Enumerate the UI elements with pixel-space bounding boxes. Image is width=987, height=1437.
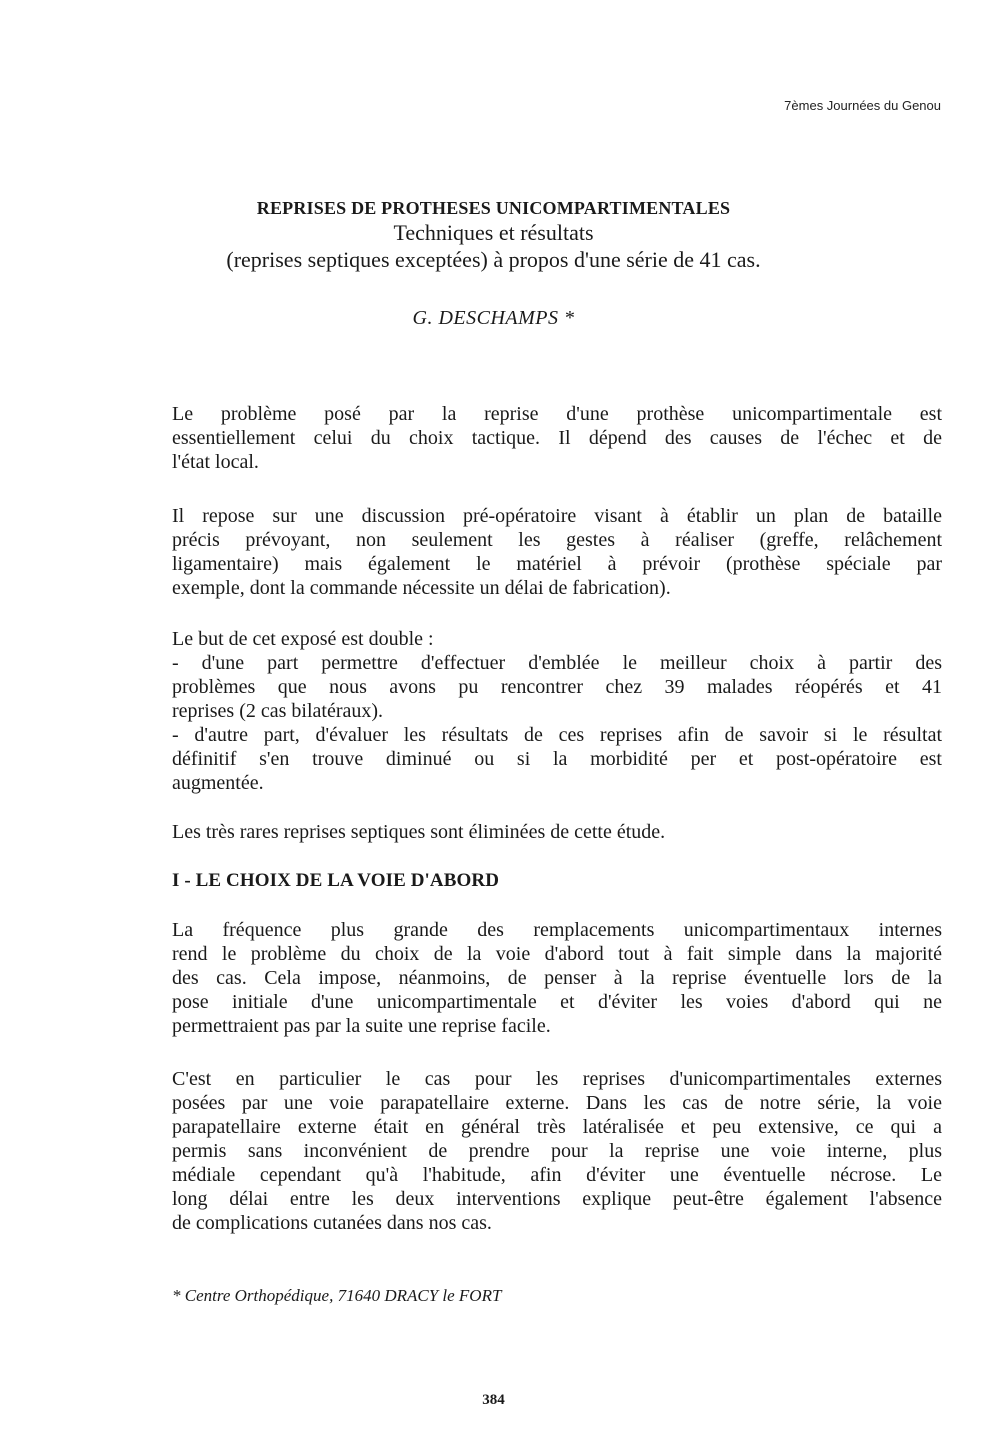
text-line: - d'une part permettre d'effectuer d'emblée le meilleur choix à partir des (172, 652, 942, 674)
text-line: long délai entre les deux interventions explique peut-être également l'absence (172, 1188, 942, 1210)
text-line: La fréquence plus grande des remplacements unicompartimentaux internes (172, 919, 942, 941)
text-line: - d'autre part, d'évaluer les résultats de ces reprises afin de savoir si le résultat (172, 724, 942, 746)
paragraph-intro (172, 402, 942, 474)
footnote: * Centre Orthopédique, 71640 DRACY le FORT (172, 1286, 502, 1305)
text-line: augmentée. (172, 772, 264, 794)
text-line: reprises (2 cas bilatéraux). (172, 700, 384, 722)
text-line: Il repose sur une discussion pré-opératoire visant à établir un plan de bataille (172, 505, 942, 527)
text-line: l'état local. (172, 451, 259, 473)
text-line: définitif s'en trouve diminué ou si la morbidité per et post-opératoire est (172, 748, 942, 770)
text-line: Le but de cet exposé est double : (172, 628, 434, 650)
text-line: pose initiale d'une unicompartimentale et d'éviter les voies d'abord qui ne (172, 991, 942, 1013)
paper-subtitle-1: Techniques et résultats (393, 220, 594, 245)
text-line: Les très rares reprises septiques sont éliminées de cette étude. (172, 821, 666, 843)
text-line: exemple, dont la commande nécessite un délai de fabrication). (172, 577, 671, 599)
text-line: de complications cutanées dans nos cas. (172, 1212, 492, 1234)
running-header: 7èmes Journées du Genou (784, 98, 941, 113)
text-line: des cas. Cela impose, néanmoins, de penser à la reprise éventuelle lors de la (172, 967, 942, 989)
section-heading: I - LE CHOIX DE LA VOIE D'ABORD (172, 870, 500, 891)
text-line: C'est en particulier le cas pour les reprises d'unicompartimentales externes (172, 1068, 942, 1090)
text-line: rend le problème du choix de la voie d'abord tout à fait simple dans la majorité (172, 943, 942, 965)
paragraph-goals (172, 627, 942, 795)
paragraph-external (172, 1067, 942, 1235)
author: G. DESCHAMPS * (412, 307, 575, 329)
text-line: permis sans inconvénient de prendre pour la reprise une voie interne, plus (172, 1140, 942, 1162)
text-line: ligamentaire) mais également le matériel à prévoir (prothèse spéciale par (172, 553, 942, 575)
text-line: essentiellement celui du choix tactique. Il dépend des causes de l'échec et de (172, 427, 942, 449)
paragraph-plan (172, 504, 942, 600)
paragraph-exclusion (172, 820, 942, 844)
paper-subtitle-2: (reprises septiques exceptées) à propos d'une série de 41 cas. (226, 247, 761, 272)
paper-title: REPRISES DE PROTHESES UNICOMPARTIMENTALES (256, 198, 731, 218)
text-line: précis prévoyant, non seulement les gestes à réaliser (greffe, relâchement (172, 529, 942, 551)
text-line: parapatellaire externe était en général très latéralisée et peu extensive, ce qui a (172, 1116, 942, 1138)
text-line: problèmes que nous avons pu rencontrer chez 39 malades réopérés et 41 (172, 676, 942, 698)
text-line: posées par une voie parapatellaire externe. Dans les cas de notre série, la voie (172, 1092, 942, 1114)
text-line: Le problème posé par la reprise d'une prothèse unicompartimentale est (172, 403, 942, 425)
title-block (0, 198, 987, 273)
page-number: 384 (482, 1392, 505, 1408)
text-line: permettraient pas par la suite une reprise facile. (172, 1015, 551, 1037)
text-line: médiale cependant qu'à l'habitude, afin d'éviter une éventuelle nécrose. Le (172, 1164, 942, 1186)
paragraph-approach (172, 918, 942, 1038)
